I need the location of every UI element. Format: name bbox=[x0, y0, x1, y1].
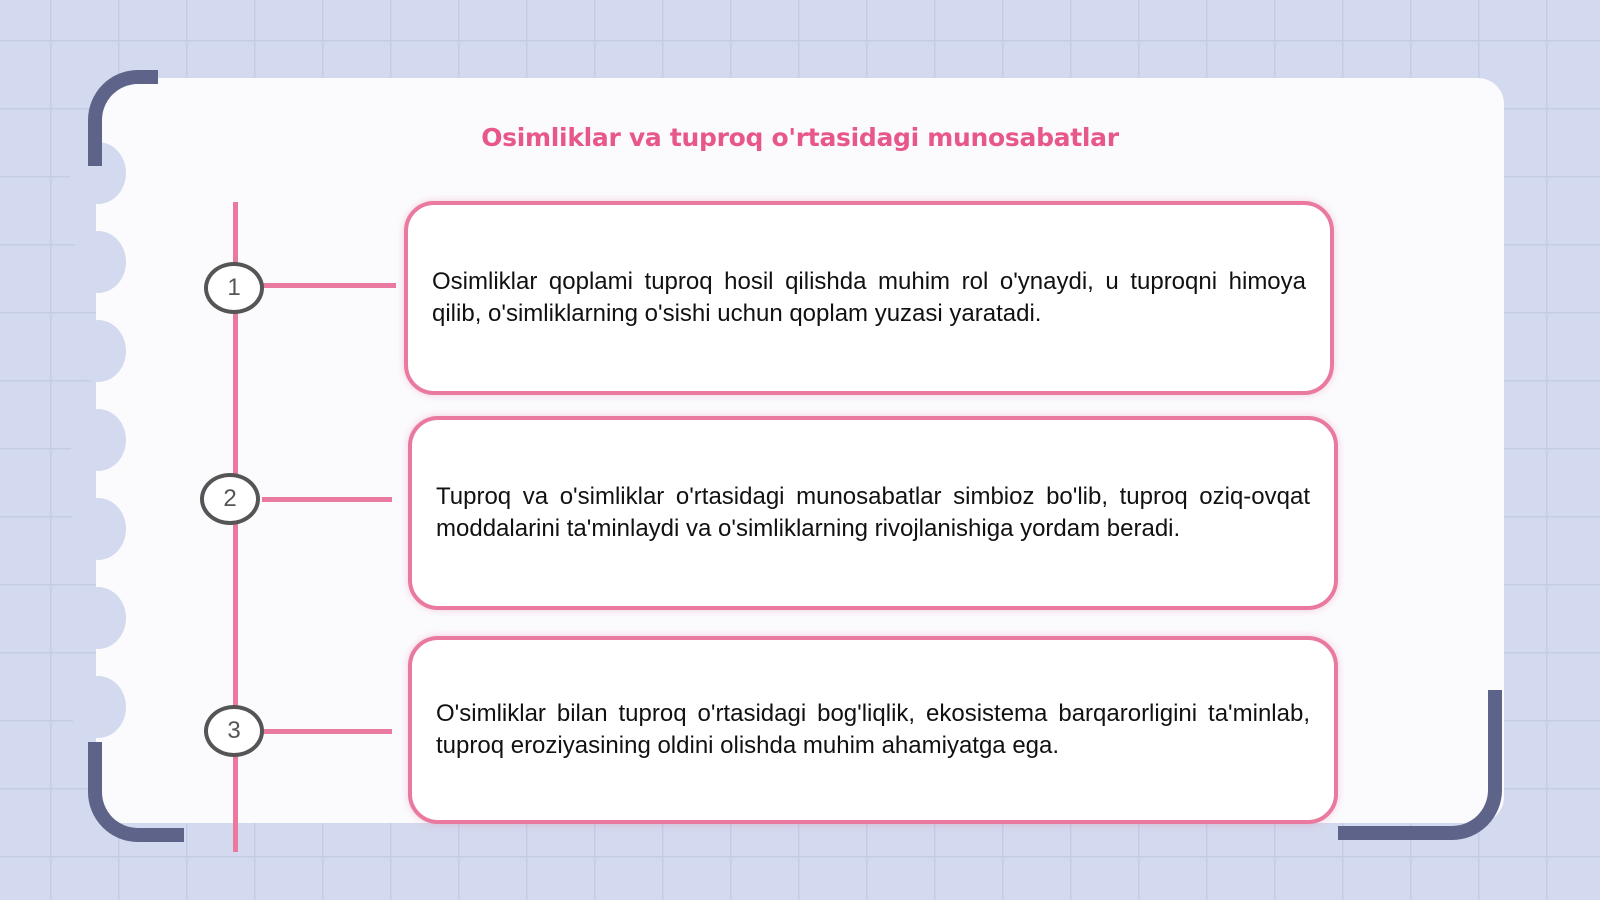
slide-title: Osimliklar va tuproq o'rtasidagi munosabatlar bbox=[481, 123, 1119, 152]
info-text-1: Osimliklar qoplami tuproq hosil qilishda muhim rol o'ynaydi, u tuproqni himoya qilib, o'simliklarning o'sishi uchun qoplam yuzasi yaratadi. bbox=[432, 268, 1306, 327]
card-edge-notch bbox=[70, 587, 126, 649]
info-text-2: Tuproq va o'simliklar o'rtasidagi munosabatlar simbioz bo'lib, tuproq oziq-ovqat moddalarini ta'minlaydi va o'simliklarning rivojlanishiga yordam beradi. bbox=[436, 483, 1310, 542]
info-box-2 bbox=[408, 416, 1338, 610]
card-edge-notch bbox=[70, 676, 126, 738]
step-number-1: 1 bbox=[204, 262, 264, 314]
connector-2 bbox=[262, 497, 392, 502]
info-text-3: O'simliklar bilan tuproq o'rtasidagi bog'liqlik, ekosistema barqarorligini ta'minlab, tuproq eroziyasining oldini olishda muhim ahamiyatga ega. bbox=[436, 700, 1310, 759]
info-box-3 bbox=[408, 636, 1338, 824]
card-edge-notch bbox=[70, 498, 126, 560]
corner-bracket-bottom-left bbox=[88, 742, 184, 842]
connector-1 bbox=[262, 283, 396, 288]
corner-bracket-top-left bbox=[88, 70, 158, 166]
connector-3 bbox=[262, 729, 392, 734]
card-edge-notch bbox=[70, 409, 126, 471]
info-box-1 bbox=[404, 201, 1334, 395]
card-edge-notch bbox=[70, 320, 126, 382]
step-number-3: 3 bbox=[204, 705, 264, 757]
step-number-2: 2 bbox=[200, 473, 260, 525]
corner-bracket-bottom-right bbox=[1338, 690, 1502, 840]
card-edge-notch bbox=[70, 231, 126, 293]
